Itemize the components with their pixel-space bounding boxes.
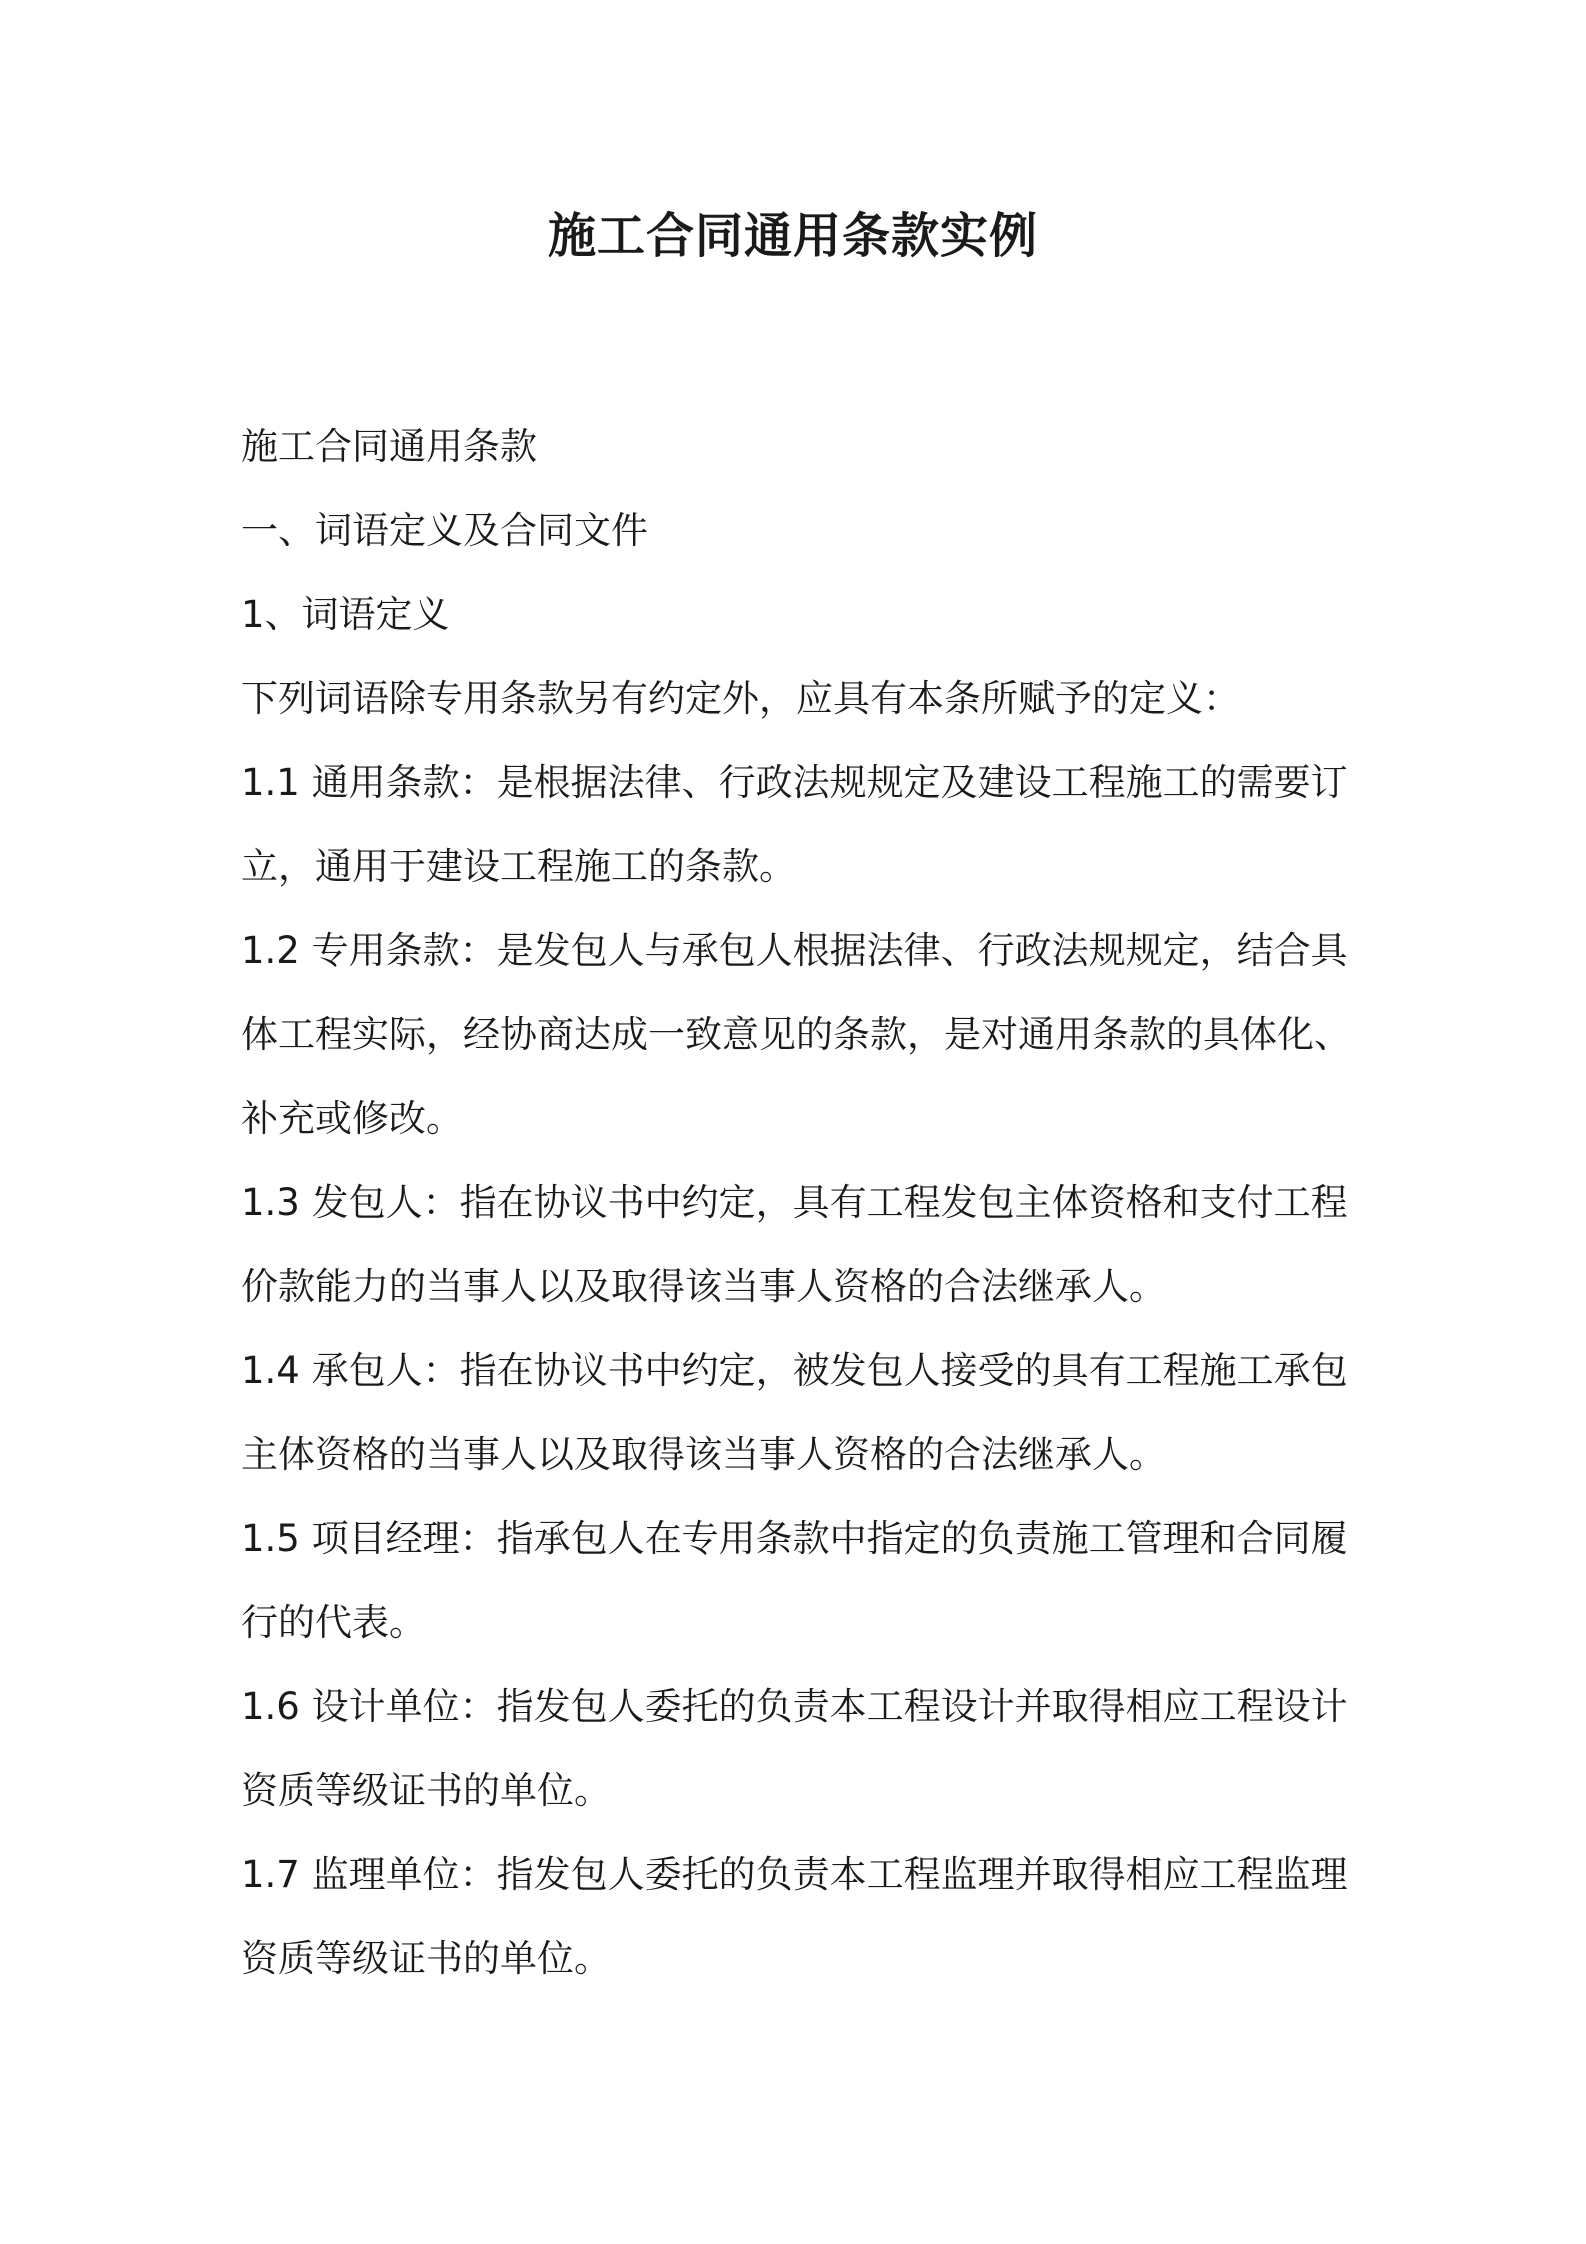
paragraph-line: 行的代表。 bbox=[241, 1601, 426, 1644]
paragraph-line: 1.3 发包人：指在协议书中约定，具有工程发包主体资格和支付工程 bbox=[241, 1181, 1348, 1224]
document-title: 施工合同通用条款实例 bbox=[547, 208, 1038, 264]
paragraph-line: 1.6 设计单位：指发包人委托的负责本工程设计并取得相应工程设计 bbox=[241, 1685, 1348, 1728]
paragraph-line: 资质等级证书的单位。 bbox=[241, 1769, 611, 1812]
paragraph-line: 体工程实际，经协商达成一致意见的条款，是对通用条款的具体化、 bbox=[241, 1013, 1351, 1056]
paragraph-line: 1.1 通用条款：是根据法律、行政法规规定及建设工程施工的需要订 bbox=[241, 761, 1348, 804]
paragraph-line: 下列词语除专用条款另有约定外，应具有本条所赋予的定义： bbox=[241, 677, 1240, 720]
clause-heading: 1、词语定义 bbox=[241, 593, 450, 636]
paragraph-line: 主体资格的当事人以及取得该当事人资格的合法继承人。 bbox=[241, 1433, 1166, 1476]
paragraph-line: 1.2 专用条款：是发包人与承包人根据法律、行政法规规定，结合具 bbox=[241, 929, 1348, 972]
paragraph-line: 1.5 项目经理：指承包人在专用条款中指定的负责施工管理和合同履 bbox=[241, 1517, 1348, 1560]
paragraph-line: 资质等级证书的单位。 bbox=[241, 1937, 611, 1980]
paragraph-line: 1.7 监理单位：指发包人委托的负责本工程监理并取得相应工程监理 bbox=[241, 1853, 1348, 1896]
chapter-heading: 一、词语定义及合同文件 bbox=[241, 509, 648, 552]
paragraph-line: 1.4 承包人：指在协议书中约定，被发包人接受的具有工程施工承包 bbox=[241, 1349, 1348, 1392]
section-heading: 施工合同通用条款 bbox=[241, 425, 537, 468]
paragraph-line: 补充或修改。 bbox=[241, 1097, 463, 1140]
document-body bbox=[241, 405, 1361, 2001]
paragraph-line: 价款能力的当事人以及取得该当事人资格的合法继承人。 bbox=[241, 1265, 1166, 1308]
paragraph-line: 立，通用于建设工程施工的条款。 bbox=[241, 845, 796, 888]
